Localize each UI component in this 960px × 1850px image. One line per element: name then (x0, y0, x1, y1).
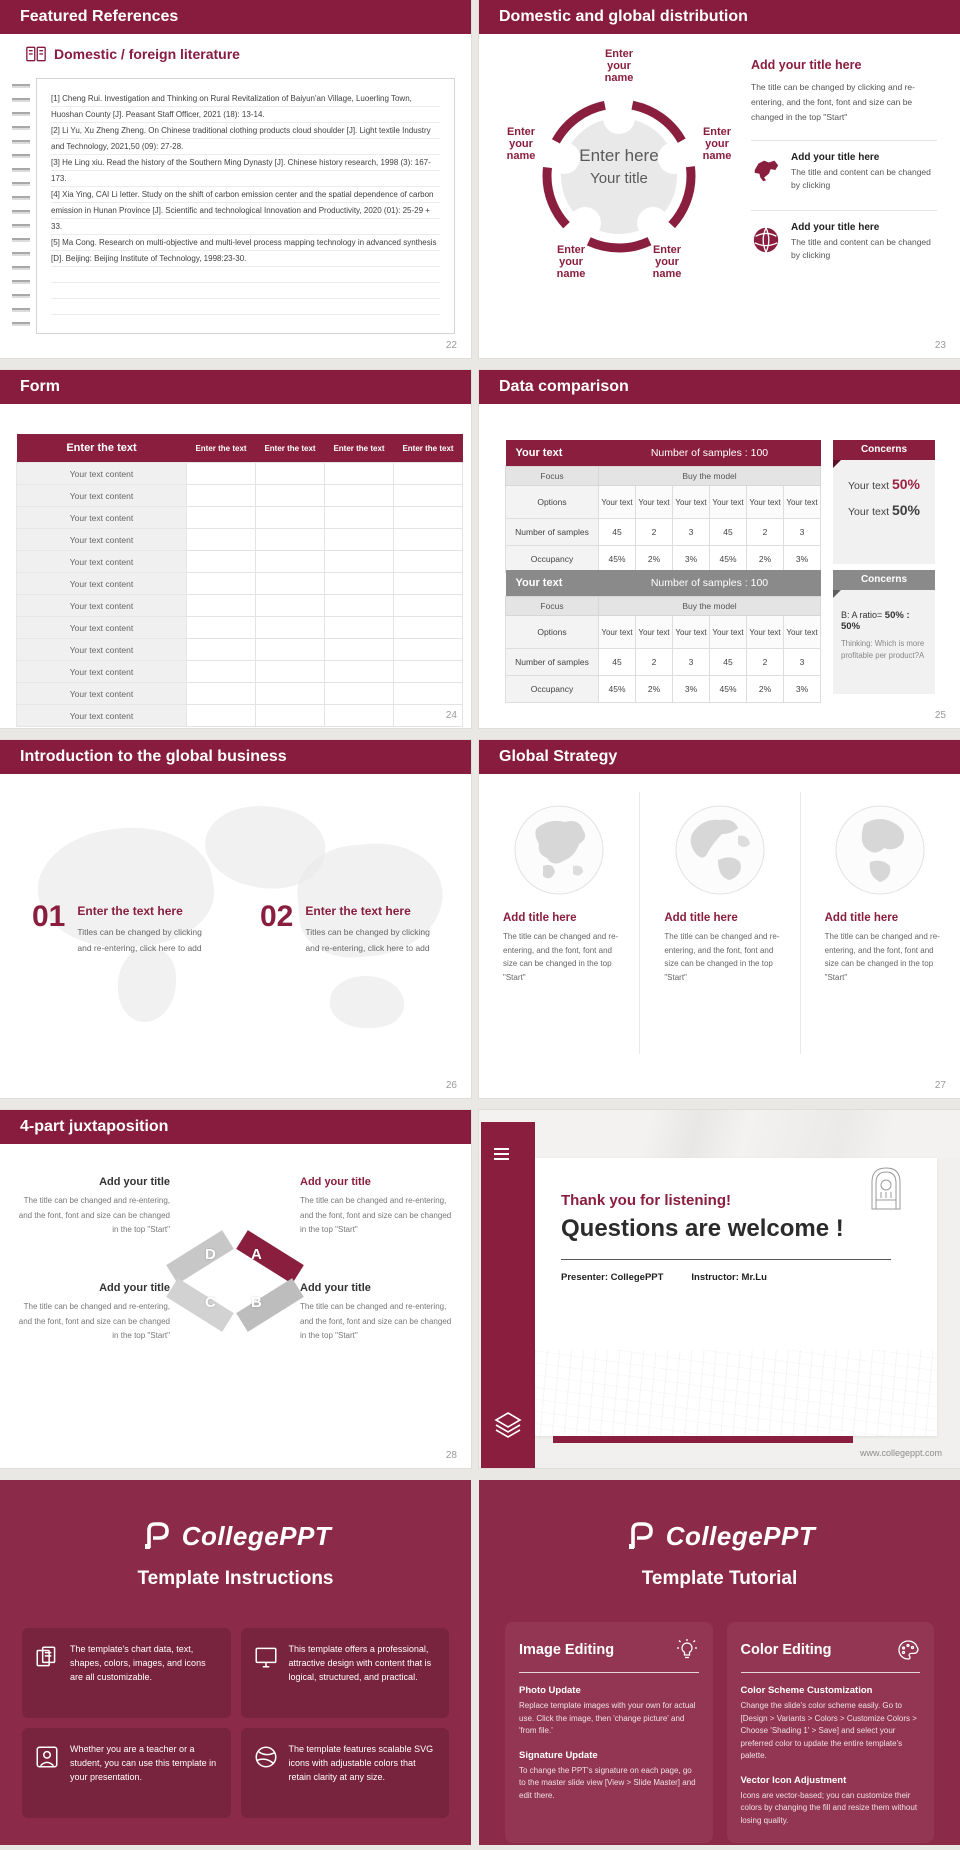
juxtaposition-block-bl (18, 1282, 170, 1344)
sidebar-accent (481, 1122, 535, 1468)
juxtaposition-block-tr (300, 1176, 452, 1238)
thank-you-subheading: Questions are welcome ! (561, 1215, 844, 1242)
user-badge-icon (34, 1744, 60, 1770)
instructor-label: Instructor: Mr.Lu (691, 1272, 767, 1283)
page-number: 23 (934, 340, 946, 351)
section-heading: Vector Icon Adjustment (740, 1774, 847, 1786)
logo-text: CollegePPT (181, 1520, 332, 1551)
table-row: Your text content (17, 573, 463, 595)
diagram-node-label: Enter your name (506, 126, 536, 162)
thank-you-heading: Thank you for listening! (561, 1192, 732, 1209)
thank-you-card (535, 1158, 937, 1436)
page-number: 25 (934, 710, 946, 721)
distribution-item-global (751, 222, 937, 262)
diagram-node-label: Enter your name (556, 244, 586, 280)
table-row: Your text content (17, 463, 463, 485)
column-header: Enter the text (17, 434, 187, 463)
slide-form[interactable] (0, 370, 471, 728)
card-title: Image Editing (519, 1642, 615, 1658)
tutorial-card-color-editing (727, 1622, 935, 1843)
page-number: 22 (445, 340, 457, 351)
section-heading: Color Scheme Customization (740, 1685, 873, 1696)
globe-illustration (513, 804, 605, 896)
reference-list (36, 78, 455, 334)
collegeppt-logo (0, 1480, 471, 1552)
reference-item: [2] Li Yu, Xu Zheng Zheng. On Chinese traditional clothing products cloud shoulder [J]. Light textile Industry and Technology, 2021,50 (09): 27-28. (51, 126, 431, 151)
item-title: Add title here (824, 912, 899, 924)
table-row: Your text content (17, 639, 463, 661)
logo-text: CollegePPT (665, 1520, 816, 1551)
slide-title: Domestic and global distribution (499, 8, 748, 25)
divider (741, 1672, 921, 1673)
slide-title-bar (0, 370, 471, 404)
tutorial-card-image-editing (505, 1622, 713, 1843)
distribution-item-domestic (751, 152, 937, 192)
diagram-center-line1: Enter here (579, 146, 659, 165)
instruction-card (22, 1628, 231, 1718)
ribbon-letter: C (205, 1294, 216, 1311)
numbered-item-01 (32, 902, 220, 956)
diagram-node-label: Enter your name (604, 48, 634, 84)
table-row: Your text content (17, 507, 463, 529)
concern-line: Your text 50% (847, 476, 920, 492)
panel-title: Template Tutorial (641, 1568, 798, 1589)
slide-title: Global Strategy (499, 748, 618, 765)
section-body: The title can be changed by clicking and re-entering, and the font, font and size can be changed in the top "Start" (751, 82, 915, 122)
concerns-card-a (833, 440, 935, 564)
item-body: Titles can be changed by clicking and re-entering, click here to add (305, 927, 430, 953)
reference-item: [1] Cheng Rui. Investigation and Thinking on Rural Revitalization of Baiyun'an Village, Luoerling Town, Huoshan County [J]. Peasant Staff Officer, 2021 (18): 13-14. (51, 94, 412, 119)
page-number: 24 (445, 710, 457, 721)
item-title: Add your title here (791, 222, 880, 233)
slide-title: 4-part juxtaposition (20, 1118, 169, 1135)
item-title: Add title here (664, 912, 738, 924)
slide-featured-references[interactable] (0, 0, 471, 358)
instruction-text: The template's chart data, text, shapes, colors, images, and icons are all customizable. (70, 1644, 206, 1682)
accent-bar (553, 1436, 853, 1443)
column-header: Enter the text (394, 434, 463, 463)
table-row: Your text content (17, 485, 463, 507)
slide-title: Data comparison (499, 378, 629, 395)
column-header: Enter the text (187, 434, 256, 463)
page-number: 27 (934, 1080, 946, 1091)
divider (751, 210, 937, 211)
concerns-body (833, 590, 935, 694)
instruction-text: This template offers a professional, attractive design with content that is logical, structured, and practical. (288, 1644, 432, 1682)
lightbulb-icon (675, 1638, 699, 1662)
diagram-center-label (556, 146, 682, 187)
ribbon-letter: D (205, 1246, 216, 1263)
china-map-icon (751, 155, 781, 185)
instruction-card (241, 1628, 450, 1718)
notebook (12, 78, 455, 334)
card-title: Color Editing (740, 1642, 832, 1658)
slides-icon (34, 1644, 60, 1670)
table-row: Your text content (17, 551, 463, 573)
slide-global-strategy[interactable] (479, 740, 960, 1098)
block-body: The title can be changed and re-entering, and the font, font and size can be changed in the top "Start" (300, 1302, 452, 1340)
slide-4-part-juxtaposition[interactable] (0, 1110, 471, 1468)
strategy-column (639, 792, 799, 1054)
divider (751, 140, 937, 141)
block-body: The title can be changed and re-entering, and the font, font and size can be changed in the top "Start" (18, 1302, 170, 1340)
panel-template-instructions (0, 1480, 471, 1845)
table-row: Your text content (17, 705, 463, 727)
block-body: The title can be changed and re-entering, and the font, font and size can be changed in the top "Start" (18, 1196, 170, 1234)
block-title: Add your title (300, 1176, 371, 1188)
juxtaposition-block-tl (18, 1176, 170, 1238)
page-number: 26 (445, 1080, 457, 1091)
section-body: To change the PPT's signature on each page, go to the master slide view [View > Slide Master] and edit there. (519, 1765, 696, 1800)
reference-item: [3] He Ling xiu. Read the history of the Southern Ming Dynasty [J]. Chinese history research, 1998 (3): 167-173. (51, 158, 431, 183)
layers-icon (492, 1410, 524, 1440)
column-header: Enter the text (325, 434, 394, 463)
section-body: Icons are vector-based; you can customize their colors by changing the fill and resize them without losing quality. (740, 1790, 918, 1825)
instruction-text: Whether you are a teacher or a student, you can use this template in your presentation. (70, 1744, 217, 1782)
slide-title-bar (479, 740, 960, 774)
table-row: Your text content (17, 595, 463, 617)
strategy-column (800, 792, 960, 1054)
block-body: The title can be changed and re-entering, and the font, font and size can be changed in the top "Start" (300, 1196, 452, 1234)
table-row: Your text content (17, 683, 463, 705)
comparison-table-b: Your text Number of samples : 100 Focus Buy the model Options Your text Your text Your text Your text Your text Your text Number of samples 45 2 3 45 2 3 Occupancy 45% 2% 3% 45% 2% 3% (505, 570, 821, 703)
instruction-card (22, 1728, 231, 1818)
section-heading: Photo Update (519, 1685, 581, 1696)
globe-illustration (674, 804, 766, 896)
slide-global-business[interactable] (0, 740, 471, 1098)
collegeppt-logo-icon (140, 1520, 172, 1552)
panel-title: Template Instructions (137, 1568, 334, 1589)
ball-icon (253, 1744, 279, 1770)
section-body: Replace template images with your own for actual use. Click the image, then 'change picture' and 'from file.' (519, 1701, 696, 1735)
slide-title-bar (0, 740, 471, 774)
diagram-node-label: Enter your name (702, 126, 732, 162)
slide-title-bar (0, 0, 471, 34)
instruction-card (241, 1728, 450, 1818)
item-body: Titles can be changed by clicking and re-entering, click here to add (77, 927, 202, 953)
table-row: Your text content (17, 529, 463, 551)
slide-title: Featured References (20, 8, 179, 25)
book-icon (26, 46, 46, 62)
ribbon-letter: A (251, 1246, 262, 1263)
slide-title-bar (479, 370, 960, 404)
item-body: The title and content can be changed by clicking (791, 237, 931, 260)
item-body: The title and content can be changed by clicking (791, 167, 931, 190)
ratio-note: Thinking: Which is more profitable per product?A (841, 639, 925, 660)
collegeppt-logo-icon (624, 1520, 656, 1552)
ribbon-letter: B (251, 1294, 262, 1311)
table-row: Your text content (17, 617, 463, 639)
panel-template-tutorial (479, 1480, 960, 1845)
slide-thank-you[interactable] (479, 1110, 960, 1468)
slide-title: Form (20, 378, 60, 395)
concerns-header: Concerns (833, 440, 935, 460)
item-body: The title can be changed and re-entering, and the font, font and size can be changed in the top "Start" (503, 932, 619, 982)
x-ribbon-graphic (163, 1220, 307, 1348)
slide-title-bar (0, 1110, 471, 1144)
credits-line (561, 1272, 937, 1283)
item-body: The title can be changed and re-entering, and the font, font and size can be changed in the top "Start" (824, 932, 940, 982)
literature-heading-text: Domestic / foreign literature (54, 46, 240, 62)
ratio-line: B: A ratio= 50% : 50% (841, 610, 910, 632)
website-link[interactable]: www.collegeppt.com (859, 1448, 942, 1458)
item-title: Enter the text here (305, 904, 411, 918)
decorative-band (479, 1110, 960, 1158)
concerns-header: Concerns (833, 570, 935, 590)
slide-domestic-global-distribution[interactable] (479, 0, 960, 358)
palette-icon (896, 1638, 920, 1662)
concern-line: Your text 50% (847, 502, 920, 518)
strategy-column (479, 792, 639, 1054)
gear-diagram (493, 44, 745, 306)
diagram-node-label: Enter your name (652, 244, 682, 280)
item-body: The title can be changed and re-entering, and the font, font and size can be changed in the top "Start" (664, 932, 780, 982)
section-heading: Signature Update (519, 1749, 598, 1761)
reference-item: [5] Ma Cong. Research on multi-objective and multi-level process mapping technology in advanced synthesis [D]. Beijing: Beijing Institute of Technology, 1998:23-30. (51, 238, 437, 263)
juxtaposition-block-br (300, 1282, 452, 1344)
slide-title-bar (479, 0, 960, 34)
column-header: Enter the text (256, 434, 325, 463)
globe-icon (751, 225, 781, 255)
monitor-icon (253, 1644, 279, 1670)
numbered-item-02 (260, 902, 448, 956)
diagram-center-line2: Your title (590, 170, 648, 187)
underline-rule (561, 1259, 891, 1260)
item-number: 01 (32, 900, 66, 933)
table-header-row (17, 434, 463, 463)
hamburger-icon (494, 1148, 509, 1160)
form-table (16, 434, 463, 727)
literature-heading (26, 46, 240, 62)
collegeppt-logo (479, 1480, 960, 1552)
concerns-body (833, 460, 935, 564)
wireframe-mesh (535, 1350, 937, 1436)
section-body: Change the slide's color scheme easily. Go to [Design > Variants > Colors > Customize Colors > Choose 'Shading 1' > Save] and select your preferred color to update the entire template's palette. (740, 1701, 917, 1760)
slide-title: Introduction to the global business (20, 748, 287, 765)
comparison-table-a: Your text Number of samples : 100 Focus Buy the model Options Your text Your text Your text Your text Your text Your text Number of samples 45 2 3 45 2 3 Occupancy 45% 2% 3% 45% 2% 3% (505, 440, 821, 573)
instruction-text: The template features scalable SVG icons with adjustable colors that retain clarity at any size. (288, 1744, 434, 1782)
divider (519, 1672, 699, 1673)
item-title: Enter the text here (77, 904, 183, 918)
table-row: Your text content (17, 661, 463, 683)
item-number: 02 (260, 900, 294, 933)
item-title: Add your title here (791, 152, 880, 163)
block-title: Add your title (300, 1282, 371, 1294)
reference-item: [4] Xia Ying, CAI Li letter. Study on the shift of carbon emission center and the spatial dependence of carbon emission in Hunan Province [J]. Scientific and technological Innovation and Productivity, 2020 (01): 25-29 + 33. (51, 190, 434, 231)
slide-data-comparison[interactable] (479, 370, 960, 728)
block-title: Add your title (99, 1282, 170, 1294)
section-heading: Add your title here (751, 58, 862, 72)
page-number: 28 (445, 1450, 457, 1461)
presenter-label: Presenter: CollegePPT (561, 1272, 664, 1283)
item-title: Add title here (503, 912, 577, 924)
concerns-card-b (833, 570, 935, 694)
block-title: Add your title (99, 1176, 170, 1188)
globe-illustration (834, 804, 926, 896)
university-seal-icon (869, 1164, 903, 1210)
spiral-binding-icon (12, 84, 30, 328)
